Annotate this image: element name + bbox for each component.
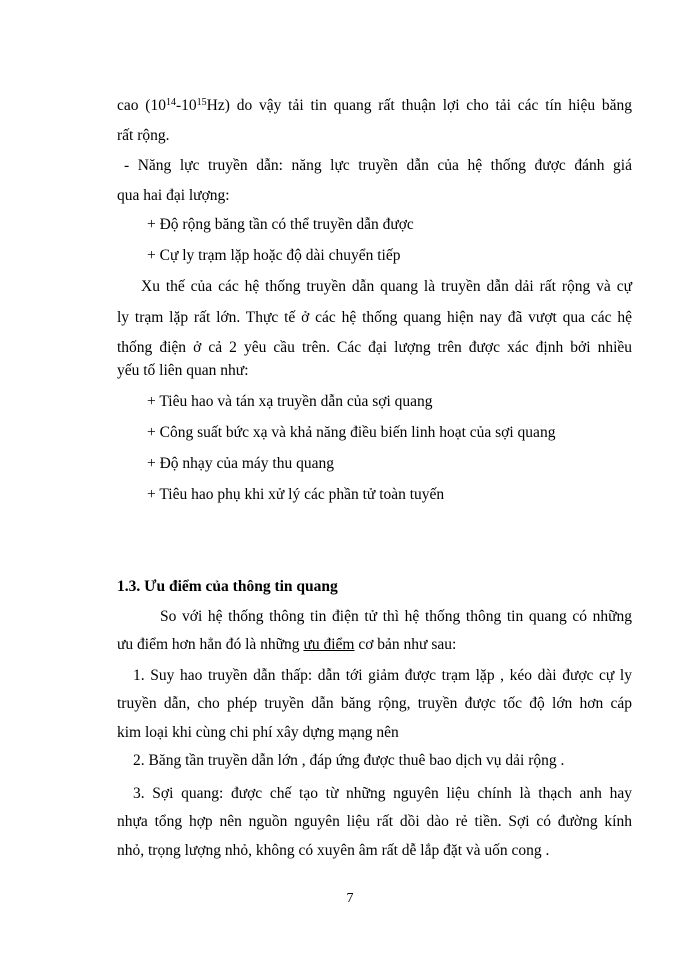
list-item: + Công suất bức xạ và khả năng điều biến linh hoạt của sợi quang (147, 424, 556, 441)
text-line: Xu thế của các hệ thống truyền dẫn quang là truyền dẫn dải rất rộng và cự (141, 278, 632, 295)
list-item: + Độ nhạy của máy thu quang (147, 455, 334, 472)
text-line: rất rộng. (117, 127, 170, 144)
text-line: So với hệ thống thông tin điện tử thì hệ thống thông tin quang có những (160, 608, 632, 625)
text-line: kim loại khi cùng chi phí xây dựng mạng nên (117, 724, 399, 741)
list-item: + Cự ly trạm lặp hoặc độ dài chuyển tiếp (147, 247, 401, 264)
section-heading: 1.3. Ưu điểm của thông tin quang (117, 578, 338, 595)
text-line: ưu điểm hơn hẳn đó là những ưu điểm cơ bản như sau: (117, 636, 457, 653)
text-line: yếu tố liên quan như: (117, 362, 249, 379)
page-number: 7 (346, 891, 354, 906)
text-line: - Năng lực truyền dẫn: năng lực truyền dẫn của hệ thống được đánh giá (124, 157, 632, 174)
text-line: truyền dẫn, cho phép truyền dẫn băng rộng, truyền được tốc độ lớn hơn cáp (117, 695, 632, 712)
text-line: nhựa tổng hợp nên nguồn nguyên liệu rất dồi dào rẻ tiền. Sợi có đường kính (117, 813, 632, 830)
list-item: + Độ rộng băng tần có thể truyền dẫn được (147, 216, 414, 233)
text-line: 2. Băng tần truyền dẫn lớn , đáp ứng được thuê bao dịch vụ dải rộng . (133, 752, 565, 769)
list-item: + Tiêu hao phụ khi xử lý các phần tử toàn tuyến (147, 486, 445, 503)
list-item: + Tiêu hao và tán xạ truyền dẫn của sợi quang (147, 393, 433, 410)
text-line: qua hai đại lượng: (117, 187, 230, 204)
underlined-term: ưu điểm (303, 636, 355, 653)
text-line: nhỏ, trọng lượng nhỏ, không có xuyên âm rất dễ lắp đặt và uốn cong . (117, 842, 550, 859)
text-line: cao $(10^{14}-10^{15}Hz)$ do vậy tải tin quang rất thuận lợi cho tải các tín hiệu băng (117, 97, 633, 114)
text-line: 1. Suy hao truyền dẫn thấp: dẫn tới giảm được trạm lặp , kéo dài được cự ly (133, 667, 632, 684)
text-line: ly trạm lặp rất lớn. Thực tế ở các hệ thống quang hiện nay đã vượt qua các hệ (117, 309, 632, 326)
text-line: thống điện ở cả 2 yêu cầu trên. Các đại lượng trên được xác định bởi nhiều (117, 339, 632, 356)
text-line: 3. Sợi quang: được chế tạo từ những nguyên liệu chính là thạch anh hay (133, 785, 632, 802)
